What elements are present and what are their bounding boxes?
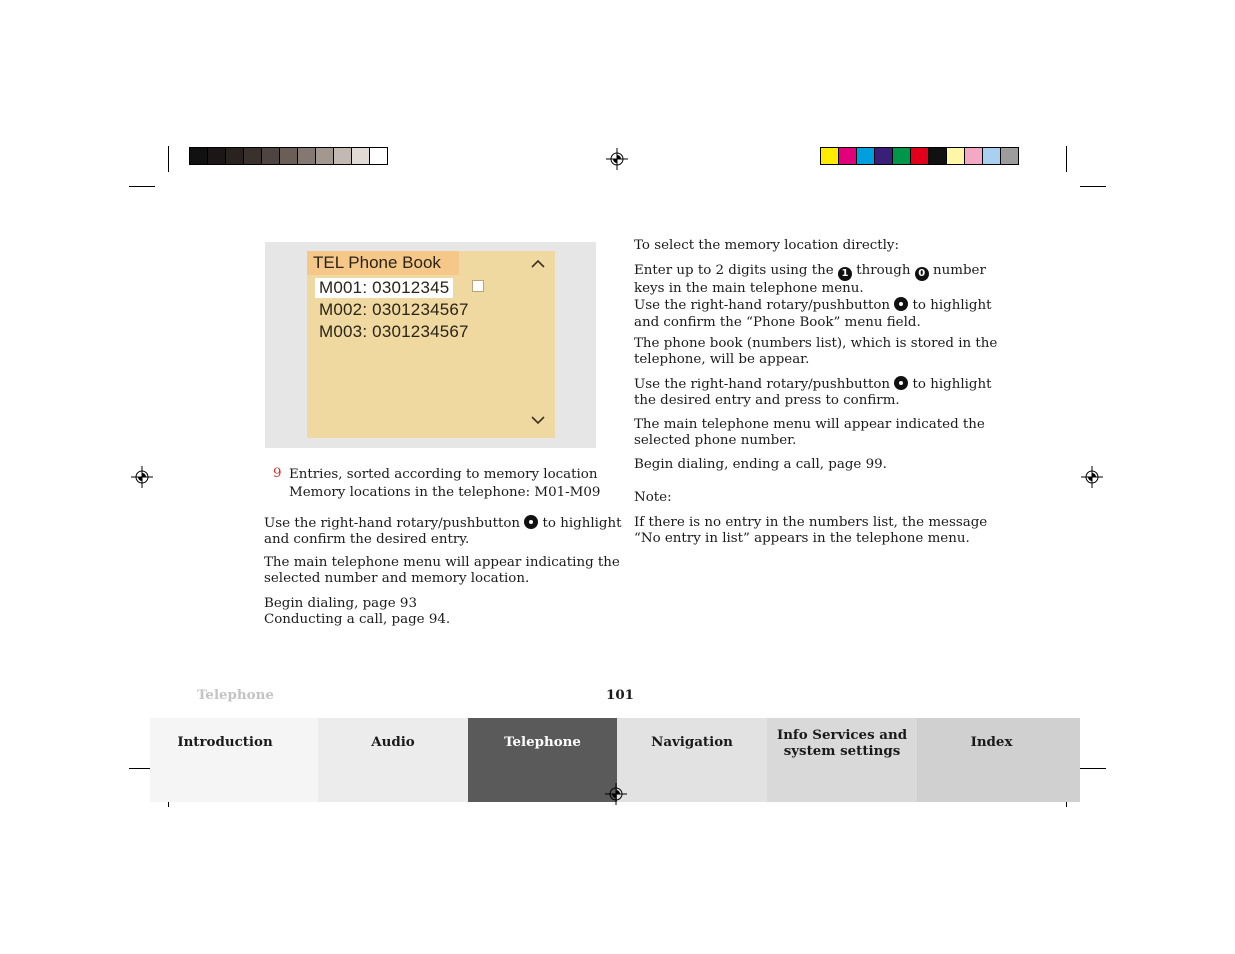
paragraph-confirm-entry: Use the right-hand rotary/pushbutton to highlight and confirm the desired entry. xyxy=(264,516,622,548)
color-bar xyxy=(821,147,1019,165)
tab-navigation[interactable]: Navigation xyxy=(617,718,767,802)
callout-number: 9 xyxy=(273,466,282,481)
color-swatch xyxy=(856,147,875,165)
display-screen xyxy=(307,251,555,438)
tab-index[interactable]: Index xyxy=(917,718,1080,802)
color-swatch xyxy=(874,147,893,165)
registration-mark-icon xyxy=(131,466,153,488)
intro-text: To select the memory location directly: xyxy=(634,238,899,253)
color-swatch xyxy=(243,147,262,165)
key-0-icon: 0 xyxy=(915,267,929,281)
cursor-marker xyxy=(472,280,484,292)
key-1-icon: 1 xyxy=(838,267,852,281)
paragraph-phone-book: The phone book (numbers list), which is stored in the telephone, will be appear. xyxy=(634,336,998,368)
paragraph-begin-dialing: Begin dialing, ending a call, page 99. xyxy=(634,457,887,472)
gray-color-bar xyxy=(190,147,388,165)
color-swatch xyxy=(351,147,370,165)
display-title: TEL Phone Book xyxy=(307,251,459,275)
paragraph-enter-digits: Enter up to 2 digits using the 1 through 0 number keys in the main telephone menu. Use the right-hand rotary/pushbutton to highlight and confirm the “Phone Book” menu field. xyxy=(634,263,992,330)
color-swatch xyxy=(189,147,208,165)
registration-mark-icon xyxy=(605,783,627,805)
crop-mark xyxy=(1080,768,1106,769)
rotary-pushbutton-icon xyxy=(894,376,908,390)
crop-mark xyxy=(168,146,169,172)
color-swatch xyxy=(946,147,965,165)
crop-mark xyxy=(129,186,155,187)
color-swatch xyxy=(315,147,334,165)
color-swatch xyxy=(207,147,226,165)
tab-introduction[interactable]: Introduction xyxy=(150,718,318,802)
tab-audio[interactable]: Audio xyxy=(318,718,468,802)
rotary-pushbutton-icon xyxy=(524,515,538,529)
color-swatch xyxy=(1000,147,1019,165)
tab-info-services[interactable]: Info Services and system settings xyxy=(767,718,917,802)
registration-mark-icon xyxy=(606,148,628,170)
tab-telephone[interactable]: Telephone xyxy=(468,718,617,802)
color-swatch xyxy=(297,147,316,165)
color-swatch xyxy=(928,147,947,165)
page-number: 101 xyxy=(606,687,634,703)
color-swatch xyxy=(279,147,298,165)
color-swatch xyxy=(369,147,388,165)
crop-mark xyxy=(1066,146,1067,172)
color-swatch xyxy=(982,147,1001,165)
rotary-pushbutton-icon xyxy=(894,297,908,311)
paragraph-main-menu-number: The main telephone menu will appear indicated the selected phone number. xyxy=(634,417,985,449)
registration-mark-icon xyxy=(1081,466,1103,488)
phone-book-entry[interactable]: M003: 0301234567 xyxy=(319,322,469,341)
color-swatch xyxy=(964,147,983,165)
paragraph-note: If there is no entry in the numbers list, the message “No entry in list” appears in the telephone menu. xyxy=(634,515,988,547)
color-swatch xyxy=(892,147,911,165)
paragraph-select-entry: Use the right-hand rotary/pushbutton to highlight the desired entry and press to confirm. xyxy=(634,377,992,409)
crop-mark xyxy=(1080,186,1106,187)
color-swatch xyxy=(838,147,857,165)
paragraph-main-menu: The main telephone menu will appear indicating the selected number and memory location. xyxy=(264,555,620,587)
color-swatch xyxy=(910,147,929,165)
color-swatch xyxy=(225,147,244,165)
callout-text: Entries, sorted according to memory location Memory locations in the telephone: M01-M09 xyxy=(289,467,601,500)
triangle-down-icon xyxy=(531,416,545,425)
triangle-up-icon xyxy=(531,259,545,268)
color-swatch xyxy=(820,147,839,165)
section-label: Telephone xyxy=(197,687,274,703)
phone-book-entry-selected[interactable]: M001: 03012345 xyxy=(315,278,453,298)
paragraph-page-refs: Begin dialing, page 93 Conducting a call, page 94. xyxy=(264,596,451,628)
phone-book-screenshot xyxy=(265,242,596,448)
phone-book-entry[interactable]: M002: 0301234567 xyxy=(319,300,469,319)
color-swatch xyxy=(261,147,280,165)
color-swatch xyxy=(333,147,352,165)
note-label: Note: xyxy=(634,490,672,505)
